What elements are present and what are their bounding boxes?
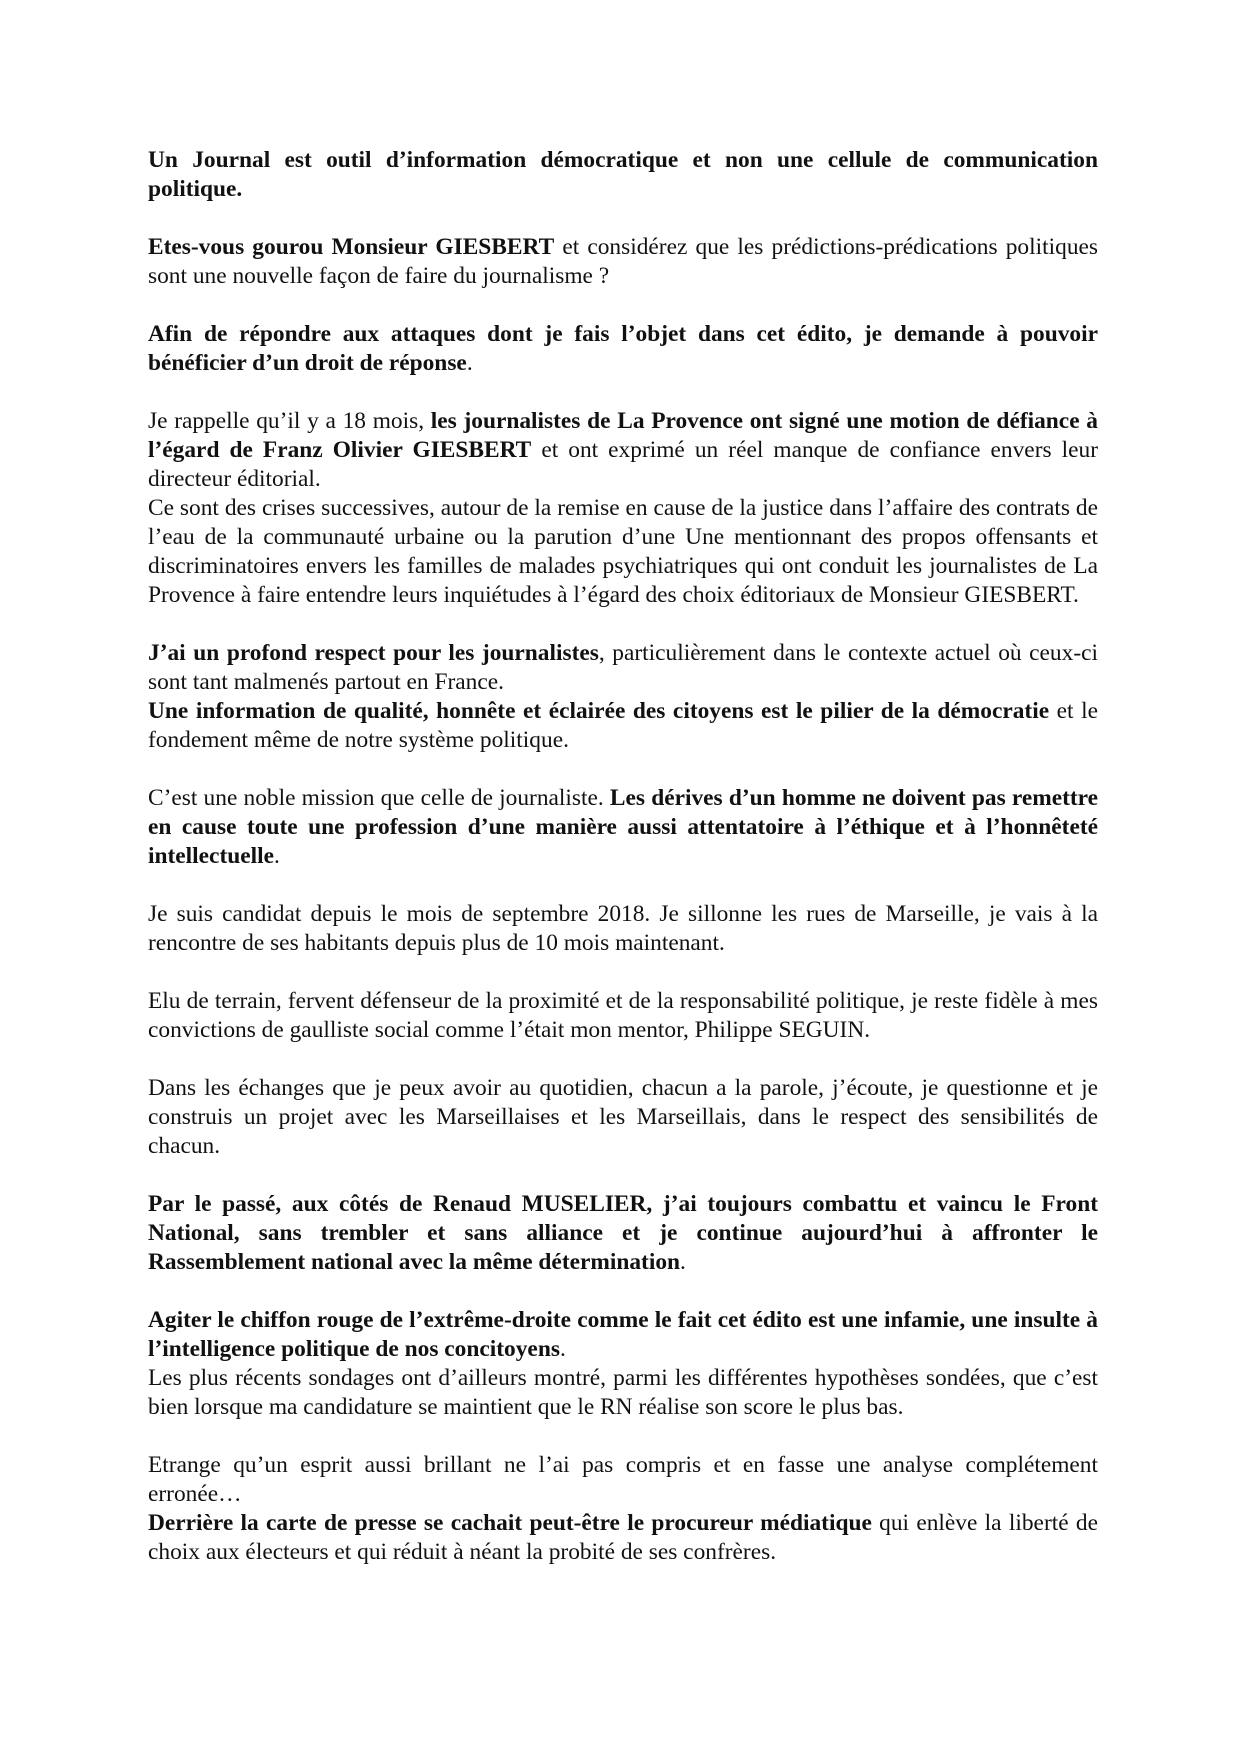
bold-text: Etes-vous gourou Monsieur GIESBERT xyxy=(148,234,555,260)
bold-text: Un Journal est outil d’information démocratique et non une cellule de communication politique. xyxy=(148,147,1098,202)
bold-text: Les dérives d’un homme ne doivent pas remettre en cause toute une profession d’une manière aussi attentatoire à l’éthique et à l’honnêteté intellectuelle xyxy=(148,785,1098,869)
bold-text: Afin de répondre aux attaques dont je fais l’objet dans cet édito, je demande à pouvoir bénéficier d’un droit de réponse xyxy=(148,321,1098,376)
text-run: Etrange qu’un esprit aussi brillant ne l’ai pas compris et en fasse une analyse complétement erronée… xyxy=(148,1452,1098,1507)
paragraph xyxy=(148,784,1098,871)
paragraph xyxy=(148,1074,1098,1161)
text-run: Je suis candidat depuis le mois de septembre 2018. Je sillonne les rues de Marseille, je vais à la rencontre de ses habitants depuis plus de 10 mois maintenant. xyxy=(148,901,1098,956)
text-run: Elu de terrain, fervent défenseur de la proximité et de la responsabilité politique, je reste fidèle à mes convictions de gaulliste social comme l’était mon mentor, Philippe SEGUIN. xyxy=(148,988,1098,1043)
text-run: et le fondement même de notre système politique. xyxy=(148,698,1098,753)
text-run: qui enlève la liberté de choix aux électeurs et qui réduit à néant la probité de ses confrères. xyxy=(148,1510,1098,1565)
bold-text: les journalistes de La Provence ont signé une motion de défiance à l’égard de Franz Olivier GIESBERT xyxy=(148,408,1098,463)
text-run: et considérez que les prédictions-prédications politiques sont une nouvelle façon de faire du journalisme ? xyxy=(148,234,1098,289)
text-run: Je rappelle qu’il y a 18 mois, xyxy=(148,408,431,434)
paragraph xyxy=(148,1364,1098,1422)
text-run: Dans les échanges que je peux avoir au quotidien, chacun a la parole, j’écoute, je questionne et je construis un projet avec les Marseillaises et les Marseillais, dans le respect des sensibilités de chacun. xyxy=(148,1075,1098,1159)
document-body xyxy=(148,146,1098,1596)
text-run: et ont exprimé un réel manque de confiance envers leur directeur éditorial. xyxy=(148,437,1098,492)
bold-text: Derrière la carte de presse se cachait peut-être le procureur médiatique xyxy=(148,1510,872,1536)
paragraph xyxy=(148,407,1098,494)
paragraph xyxy=(148,146,1098,204)
text-run: Ce sont des crises successives, autour de la remise en cause de la justice dans l’affaire des contrats de l’eau de la communauté urbaine ou la parution d’une Une mentionnant des propos offensants et discriminatoires envers les familles de malades psychiatriques qui ont conduit les journalistes de La Provence à faire entendre leurs inquiétudes à l’égard des choix éditoriaux de Monsieur GIESBERT. xyxy=(148,495,1098,608)
text-run: . xyxy=(466,350,473,376)
paragraph xyxy=(148,1190,1098,1277)
text-run: . xyxy=(559,1336,566,1362)
paragraph xyxy=(148,233,1098,291)
text-run: C’est une noble mission que celle de journaliste. xyxy=(148,785,610,811)
text-run: Les plus récents sondages ont d’ailleurs montré, parmi les différentes hypothèses sondées, que c’est bien lorsque ma candidature se maintient que le RN réalise son score le plus bas. xyxy=(148,1365,1098,1420)
text-run: . xyxy=(274,843,280,869)
paragraph xyxy=(148,639,1098,697)
paragraph xyxy=(148,987,1098,1045)
paragraph xyxy=(148,1509,1098,1567)
bold-text: Agiter le chiffon rouge de l’extrême-droite comme le fait cet édito est une infamie, une insulte à l’intelligence politique de nos concitoyens xyxy=(148,1307,1098,1362)
paragraph xyxy=(148,494,1098,610)
bold-text: Une information de qualité, honnête et éclairée des citoyens est le pilier de la démocratie xyxy=(148,698,1050,724)
paragraph xyxy=(148,697,1098,755)
paragraph xyxy=(148,1306,1098,1364)
text-run: , particulièrement dans le contexte actuel où ceux-ci sont tant malmenés partout en France. xyxy=(148,640,1098,695)
paragraph xyxy=(148,320,1098,378)
paragraph xyxy=(148,1451,1098,1509)
bold-text: J’ai un profond respect pour les journalistes xyxy=(148,640,599,666)
text-run: . xyxy=(680,1249,686,1275)
paragraph xyxy=(148,900,1098,958)
bold-text: Par le passé, aux côtés de Renaud MUSELIER, j’ai toujours combattu et vaincu le Front National, sans trembler et sans alliance et je continue aujourd’hui à affronter le Rassemblement national avec la même détermination xyxy=(148,1191,1098,1275)
